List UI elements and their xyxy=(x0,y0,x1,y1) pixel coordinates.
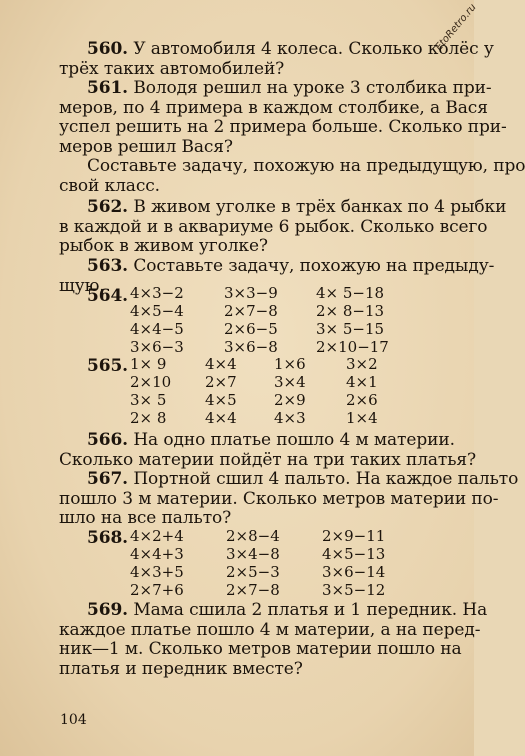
problem-564-col-1 xyxy=(130,284,184,356)
example: 3×4 xyxy=(274,373,306,391)
example: 3×2 xyxy=(346,355,378,373)
problem-562-line-1 xyxy=(87,197,506,217)
example: 1×4 xyxy=(346,409,378,427)
problem-number: 564. xyxy=(87,286,129,306)
example: 3×6−14 xyxy=(322,563,386,581)
example: 2×7 xyxy=(205,373,237,391)
problem-569-line-3: ник—1 м. Сколько метров материи пошло на xyxy=(59,639,462,659)
example: 2×8−4 xyxy=(226,527,280,545)
problem-568-col-3 xyxy=(322,527,385,599)
extra-task-line-1: Составьте задачу, похожую на предыдущую, про xyxy=(87,156,525,176)
example: 4×4+3 xyxy=(130,545,184,563)
problem-564-number xyxy=(87,286,128,306)
problem-568-col-2 xyxy=(226,527,280,599)
example: 1×6 xyxy=(274,355,306,373)
example: 2×9 xyxy=(274,391,306,409)
example: 2×10 xyxy=(130,373,172,391)
problem-560-line-1 xyxy=(87,39,494,59)
example: 1× 9 xyxy=(130,355,167,373)
problem-563-line-1 xyxy=(87,256,494,276)
problem-number: 566. xyxy=(87,430,129,450)
example: 4×3 xyxy=(274,409,306,427)
problem-text: Составьте задачу, похожую на предыду- xyxy=(128,256,495,276)
problem-567-line-2: пошло 3 м материи. Сколько метров материи по- xyxy=(59,489,499,509)
problem-562-line-3: рыбок в живом уголке? xyxy=(59,236,268,256)
problem-568-number xyxy=(87,528,128,548)
watermark: EtoRetro.ru xyxy=(433,2,479,53)
example: 4×3−2 xyxy=(130,284,184,302)
problem-text: Портной сшил 4 пальто. На каждое пальто xyxy=(128,469,519,489)
problem-561-line-4: меров решил Вася? xyxy=(59,137,233,157)
problem-567-line-1 xyxy=(87,469,518,489)
example: 2×10−17 xyxy=(316,338,389,356)
extra-task-line-2: свой класс. xyxy=(59,176,160,196)
example: 3×5−12 xyxy=(322,581,386,599)
problem-number: 562. xyxy=(87,197,129,217)
problem-number: 563. xyxy=(87,256,129,276)
example: 4×1 xyxy=(346,373,378,391)
problem-565-col-2 xyxy=(205,355,237,427)
example: 2× 8−13 xyxy=(316,302,385,320)
example: 4×5 xyxy=(205,391,237,409)
problem-number: 560. xyxy=(87,39,129,59)
problem-561-line-2: меров, по 4 примера в каждом столбике, а Вася xyxy=(59,98,488,118)
problem-569-line-2: каждое платье пошло 4 м материи, а на перед- xyxy=(59,620,481,640)
example: 2× 8 xyxy=(130,409,167,427)
problem-566-line-1 xyxy=(87,430,455,450)
problem-564-col-3 xyxy=(316,284,389,356)
problem-number: 565. xyxy=(87,356,129,376)
problem-565-col-3 xyxy=(274,355,306,427)
example: 3×6−8 xyxy=(224,338,278,356)
example: 4×5−13 xyxy=(322,545,386,563)
example: 2×7−8 xyxy=(226,581,280,599)
problem-text: Володя решил на уроке 3 столбика при- xyxy=(128,78,492,98)
example: 4×2+4 xyxy=(130,527,184,545)
problem-text: У автомобиля 4 колеса. Сколько колёс у xyxy=(128,39,494,59)
problem-568-col-1 xyxy=(130,527,184,599)
problem-number: 569. xyxy=(87,600,129,620)
example: 2×6−5 xyxy=(224,320,278,338)
page-number: 104 xyxy=(60,712,87,728)
problem-565-col-1 xyxy=(130,355,171,427)
problem-564-col-2 xyxy=(224,284,278,356)
problem-567-line-3: шло на все пальто? xyxy=(59,508,232,528)
example: 4×5−4 xyxy=(130,302,184,320)
problem-565-number xyxy=(87,356,128,376)
example: 2×7+6 xyxy=(130,581,184,599)
example: 3×4−8 xyxy=(226,545,280,563)
example: 2×9−11 xyxy=(322,527,386,545)
example: 2×7−8 xyxy=(224,302,278,320)
example: 3×6−3 xyxy=(130,338,184,356)
problem-number: 567. xyxy=(87,469,129,489)
example: 4×4 xyxy=(205,355,237,373)
problem-text: В живом уголке в трёх банках по 4 рыбки xyxy=(128,197,507,217)
problem-561-line-3: успел решить на 2 примера больше. Сколько при- xyxy=(59,117,507,137)
example: 3× 5 xyxy=(130,391,167,409)
example: 4× 5−18 xyxy=(316,284,385,302)
problem-text: На одно платье пошло 4 м материи. xyxy=(128,430,455,450)
problem-560-line-2: трёх таких автомобилей? xyxy=(59,59,285,79)
example: 4×4−5 xyxy=(130,320,184,338)
example: 2×5−3 xyxy=(226,563,280,581)
problem-566-line-2: Сколько материи пойдёт на три таких платья? xyxy=(59,450,477,470)
problem-text: Мама сшила 2 платья и 1 передник. На xyxy=(128,600,488,620)
problem-565-col-4 xyxy=(346,355,378,427)
problem-number: 561. xyxy=(87,78,129,98)
example: 3× 5−15 xyxy=(316,320,385,338)
problem-number: 568. xyxy=(87,528,129,548)
example: 3×3−9 xyxy=(224,284,278,302)
problem-561-line-1 xyxy=(87,78,492,98)
problem-569-line-1 xyxy=(87,600,487,620)
problem-563-line-2: щую. xyxy=(59,276,105,296)
example: 2×6 xyxy=(346,391,378,409)
example: 4×4 xyxy=(205,409,237,427)
example: 4×3+5 xyxy=(130,563,184,581)
problem-569-line-4: платья и передник вместе? xyxy=(59,659,303,679)
problem-562-line-2: в каждой и в аквариуме 6 рыбок. Сколько всего xyxy=(59,217,488,237)
